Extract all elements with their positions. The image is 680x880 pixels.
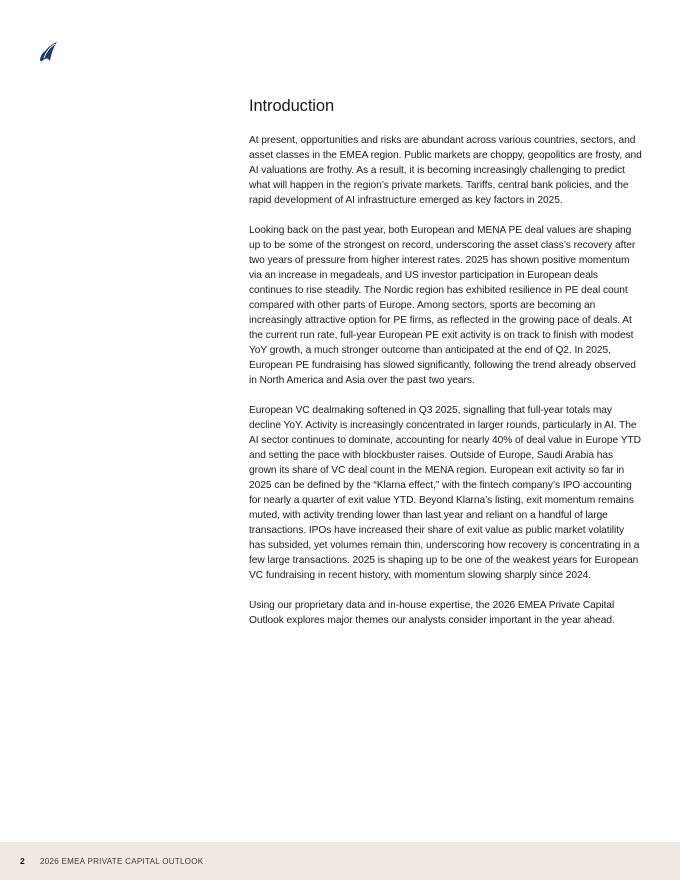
page-footer bbox=[0, 842, 680, 880]
vc-paragraph: European VC dealmaking softened in Q3 2025, signalling that full-year totals may decline YoY. Activity is increasingly concentrated in larger rounds, particularly in AI. The AI sector continues to dominate, accounting for nearly 40% of deal value in Europe YTD and setting the pace with blockbuster raises. Outside of Europe, Saudi Arabia has grown its share of VC deal count in the MENA region. European exit activity so far in 2025 can be defined by the “Klarna effect,” with the fintech company’s IPO accounting for nearly a quarter of exit value YTD. Beyond Klarna’s listing, exit momentum remains muted, with activity trending lower than last year and reliant on a handful of large transactions. IPOs have increased their share of exit value as public market volatility has subsided, yet volumes remain thin, underscoring how recovery is concentrating in a few large transactions. 2025 is shaping up to be one of the weakest years for European VC fundraising in recent history, with momentum slowing sharply since 2024. bbox=[249, 405, 641, 581]
closing-paragraph: Using our proprietary data and in-house expertise, the 2026 EMEA Private Capital Outlook explores major themes our analysts consider important in the year ahead. bbox=[249, 600, 615, 626]
page-title: Introduction bbox=[249, 97, 335, 115]
pe-paragraph: Looking back on the past year, both European and MENA PE deal values are shaping up to be some of the strongest on record, underscoring the asset class’s recovery after two years of pressure from higher interest rates. 2025 has shown positive momentum via an increase in megadeals, and US investor participation in European deals continues to rise steadily. The Nordic region has exhibited resilience in PE deal count compared with other parts of Europe. Among sectors, sports are becoming an increasingly attractive option for PE firms, as reflected in the growing pace of deals. At the current run rate, full-year European PE exit activity is on track to finish with modest YoY growth, a much stronger outcome than anticipated at the end of Q2. In 2025, European PE fundraising has slowed significantly, following the trend already observed in North America and Asia over the past two years. bbox=[249, 225, 636, 386]
report-title: 2026 EMEA PRIVATE CAPITAL OUTLOOK bbox=[40, 856, 204, 866]
page-number: 2 bbox=[20, 856, 25, 866]
sail-logo-icon bbox=[38, 40, 60, 64]
intro-paragraph: At present, opportunities and risks are abundant across various countries, sectors, and asset classes in the EMEA region. Public markets are choppy, geopolitics are frosty, and AI valuations are frothy. As a result, it is becoming increasingly challenging to predict what will happen in the region’s private markets. Tariffs, central bank policies, and the rapid development of AI infrastructure emerged as key factors in 2025. bbox=[249, 135, 642, 206]
main-content bbox=[249, 95, 643, 643]
